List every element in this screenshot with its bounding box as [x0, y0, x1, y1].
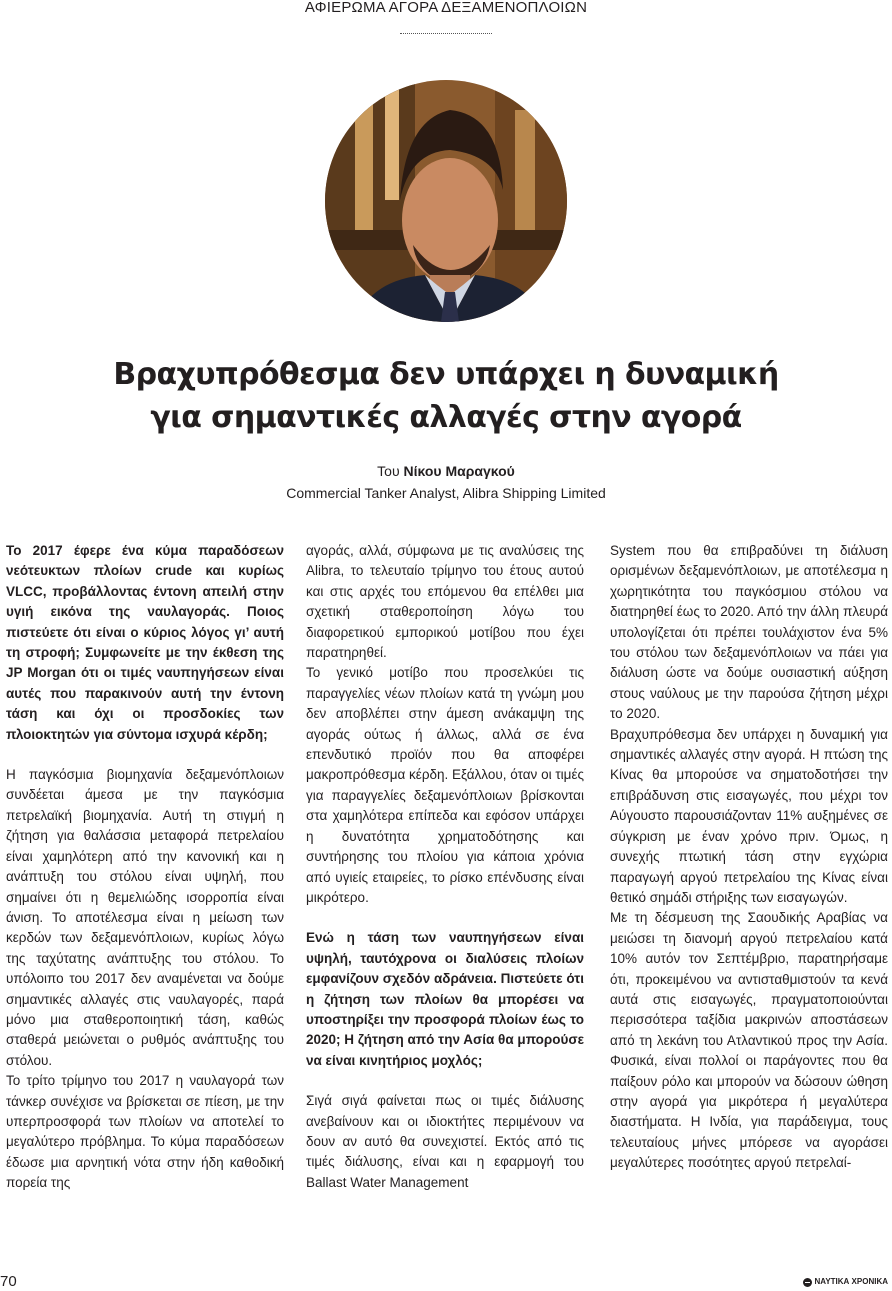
interview-question: Το 2017 έφερε ένα κύμα παραδόσεων νεότευκτων πλοίων crude και κυρίως VLCC, προβάλλοντας έντονη απειλή στην υγιή εικόνα της ναυλαγοράς. Ποιος πιστεύετε ότι είναι ο κύριος λόγος γι’ αυτή τη στροφή; Συμφωνείτε με την έκθεση της JP Morgan ότι οι τιμές ναυπηγήσεων είναι αυτές που παρακινούν αυτή την έντονη τάση και όχι οι προσδοκίες των πλοιοκτητών για σύντομα ισχυρά κέρδη;: [6, 543, 284, 742]
publication-name: ΝΑΥΤΙΚΑ ΧΡΟΝΙΚΑ: [814, 1277, 888, 1286]
author-name: Νίκου Μαραγκού: [403, 463, 515, 479]
interview-question: Ενώ η τάση των ναυπηγήσεων είναι υψηλή, ταυτόχρονα οι διαλύσεις πλοίων εμφανίζουν σχεδόν αδράνεια. Πιστεύετε ότι η ζήτηση των πλοίων θα μπορέσει να υποστηρίξει την προσφορά πλοίων έως το 2020; Η ζήτηση από την Ασία θα μπορούσε να είναι κινητήριος μοχλός;: [306, 930, 584, 1068]
paragraph: Σιγά σιγά φαίνεται πως οι τιμές διάλυσης ανεβαίνουν και οι ιδιοκτήτες περιμένουν να δουν αν αυτό θα συνεχιστεί. Εκτός από τις τιμές διάλυσης, είναι και η εφαρμογή του Ballast Water Management: [306, 1093, 584, 1190]
column-3: [610, 541, 888, 1174]
headline-line-2: για σημαντικές αλλαγές στην αγορά: [150, 400, 742, 435]
section-header: ΑΦΙΕΡΩΜΑ ΑΓΟΡΑ ΔΕΞΑΜΕΝΟΠΛΟΙΩΝ: [304, 0, 588, 16]
paragraph: Το γενικό μοτίβο που προσελκύει τις παραγγελίες νέων πλοίων κατά τη γνώμη μου δεν αποβλέπει στην άμεση ανάκαμψη της αγοράς ούτως ή άλλως, αλλά σε ένα επενδυτικό προϊόν που θα αποφέρει μακροπρόθεσμα κέρδη. Εξάλλου, όταν οι τιμές για παραγγελίες δεξαμενόπλοιων βρίσκονται στα χαμηλότερα επίπεδα και εφόσον υπάρχει η δυνατότητα χρηματοδότησης και συντήρησης του πλοίου για κάποια χρόνια από υγιείς εταιρείες, το ρίσκο επένδυσης είναι μικρότερο.: [306, 665, 584, 905]
paragraph: Η παγκόσμια βιομηχανία δεξαμενόπλοιων συνδέεται άμεσα με την παγκόσμια πετρελαϊκή βιομηχανία. Αυτή τη στιγμή η ζήτηση για θαλάσσια μεταφορά πετρελαίου είναι χαμηλότερη από την κανονική και η ανάπτυξη του στόλου είναι υψηλή, που σημαίνει ότι η θεμελιώδης ισορροπία είναι άνιση. Το αποτέλεσμα είναι η μείωση των κερδών των δεξαμενόπλοιων, κυρίως λόγω της ταχύτατης ανάπτυξης του στόλου. Το υπόλοιπο του 2017 δεν αναμένεται να δούμε σημαντικές αλλαγές στις ναυλαγορές, παρά μόνο μια σταθεροποιητική τάση, καθώς σταθερά μειώνεται ο ρυθμός ανάπτυξης του στόλου.: [6, 767, 284, 1068]
page-number: 70: [0, 1273, 17, 1290]
column-1: [6, 541, 284, 1194]
byline: [0, 460, 892, 504]
paragraph: Βραχυπρόθεσμα δεν υπάρχει η δυναμική για σημαντικές αλλαγές στην αγορά. Η πτώση της Κίνας θα μπορούσε να σηματοδοτήσει την επιβράδυνση στις εισαγωγές, που μέχρι τον Αύγουστο παρουσιάζονταν 11% αυξημένες σε σύγκριση με έναν χρόνο πριν. Όμως, η συνεχής πτωτική τάση στην εγχώρια παραγωγή αργού πετρελαίου της Κίνας είναι θετικό σημάδι στήριξης των εισαγωγών.: [610, 726, 888, 905]
paragraph: Το τρίτο τρίμηνο του 2017 η ναυλαγορά των τάνκερ συνέχισε να βρίσκεται σε πίεση, με την υπερπροσφορά των πλοίων να αποτελεί το μεγαλύτερο πρόβλημα. Το κύμα παραδόσεων έδωσε μια αρνητική νότα στην ήδη καθοδική πορεία της: [6, 1073, 284, 1191]
byline-prefix: Του: [377, 463, 400, 479]
paragraph: Με τη δέσμευση της Σαουδικής Αραβίας να μειώσει τη διανομή αργού πετρελαίου κατά 10% αυτόν τον Σεπτέμβριο, παρατηρήσαμε ότι, προκειμένου να αντισταθμιστούν τα κενά αυτά στις εισαγωγές, πραγματοποιούνται περισσότερα ταξίδια μακρινών αποστάσεων από τη λεκάνη του Ατλαντικού προς την Ασία. Φυσικά, είναι πολλοί οι παράγοντες που θα παίξουν ρόλο και μπορούν να δώσουν ώθηση στην αγορά για μικρότερα ή μεγαλύτερα διαστήματα. Η Ινδία, για παράδειγμα, τους τελευταίους μήνες μπόρεσε να αγοράσει μεγαλύτερες ποσότητες αργού πετρελαί-: [610, 910, 888, 1171]
column-2: [306, 541, 584, 1193]
header-divider: [400, 33, 492, 34]
author-role: Commercial Tanker Analyst, Alibra Shipping Limited: [286, 485, 606, 501]
article-headline: [0, 353, 892, 439]
author-portrait: [325, 80, 567, 322]
headline-line-1: Βραχυπρόθεσμα δεν υπάρχει η δυναμική: [113, 357, 779, 392]
paragraph: System που θα επιβραδύνει τη διάλυση ορισμένων δεξαμενόπλοιων, με αποτέλεσμα η χωρητικότητα του παγκόσμιου στόλου να διατηρηθεί έως το 2020. Από την άλλη πλευρά υπολογίζεται ότι πρέπει τουλάχιστον ένα 5% του στόλου των δεξαμενόπλοιων να πάει για διάλυση ώστε να δούμε ουσιαστική αύξηση στους ναύλους με την παρούσα ζήτηση μέχρι το 2020.: [610, 543, 888, 722]
paragraph: αγοράς, αλλά, σύμφωνα με τις αναλύσεις της Alibra, το τελευταίο τρίμηνο του έτους αυτού και στις αρχές του επόμενου θα επέλθει μια σχετική σταθεροποίηση λόγω του διαφορετικού εμπορικού μοτίβου που έχει παρατηρηθεί.: [306, 543, 584, 661]
logo-icon: [803, 1278, 812, 1287]
publication-logo: [803, 1277, 889, 1287]
